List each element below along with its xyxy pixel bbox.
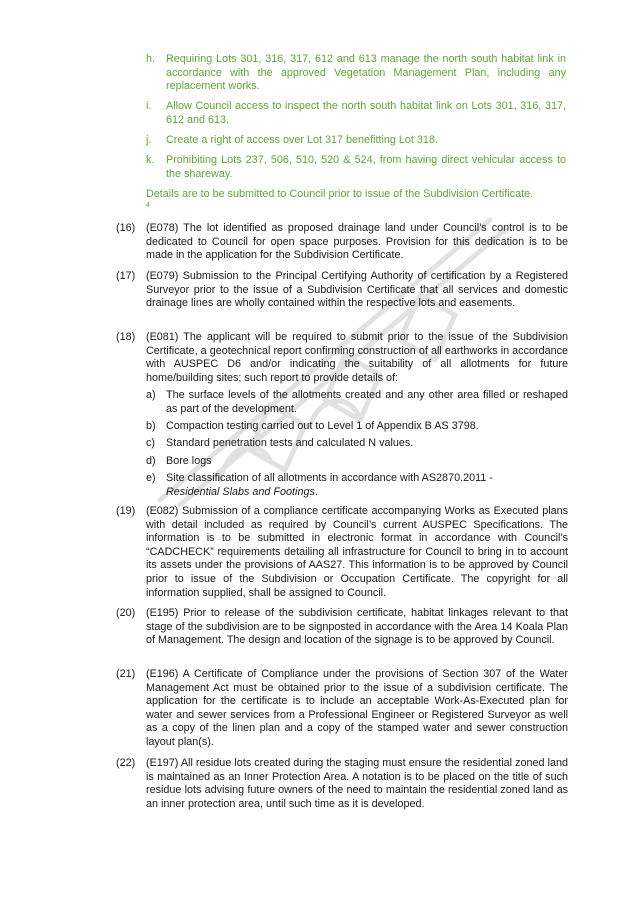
condition-text: (E195) Prior to release of the subdivision certificate, habitat linkages relevant to that stage of the subdivision are to be signposted in accordance with the Area 14 Koala Plan of Management. The design and location of the signage is to be approved by Council.	[146, 607, 568, 647]
sub-item-label: b)	[146, 420, 156, 432]
condition-number: (22)	[116, 757, 136, 769]
green-marker: 4	[146, 202, 150, 209]
condition-text: (E082) Submission of a compliance certificate accompanying Works as Executed plans with detail included as required by Council’s current AUSPEC Specifications. The information is to be submitted in electronic format in accordance with Council’s “CADCHECK” requirements detailing all infrastructure for Council to bring in to account its assets under the provisions of AAS27. This information is to be approved by Council prior to issue of the Subdivision or Occupation Certificate. The copyright for all information supplied, shall be assigned to Council.	[146, 505, 568, 599]
sub-item-label: a)	[146, 389, 156, 401]
sub-item-label: c)	[146, 437, 155, 449]
sub-item-text-wrap	[166, 472, 568, 499]
condition-number: (21)	[116, 668, 136, 680]
sub-item-label: e)	[146, 472, 156, 484]
green-item-label: h.	[146, 53, 156, 65]
condition-text: (E196) A Certificate of Compliance under the provisions of Section 307 of the Water Management Act must be obtained prior to the issue of a subdivision certificate. The application for the certificate is to include an acceptable Work-As-Executed plan for water and sewer services from a Professional Engineer or Registered Surveyor as well as a copy of the linen plan and a copy of the stamped water and sewer construction layout plan(s).	[146, 668, 568, 748]
sub-item-text: Bore logs	[166, 455, 212, 467]
condition-number: (17)	[116, 270, 136, 282]
sub-item-text: The surface levels of the allotments created and any other area filled or reshaped as part of the development.	[166, 389, 568, 415]
sub-item-tail: .	[314, 485, 318, 498]
condition-text: (E081) The applicant will be required to submit prior to the issue of the Subdivision Certificate, a geotechnical report confirming construction of all earthworks in accordance with AUSPEC D6 and/or indicating the suitability of all allotments for future home/building sites; such report to provide details of:	[146, 331, 568, 384]
sub-item-text: Compaction testing carried out to Level 1 of Appendix B AS 3798.	[166, 420, 479, 432]
condition-text: (E078) The lot identified as proposed drainage land under Council’s control is to be dedicated to Council for open space purposes. Provision for this dedication is to be made in the application for the Subdivision Certificate.	[146, 222, 568, 262]
green-note: Details are to be submitted to Council prior to issue of the Subdivision Certificate.	[146, 188, 534, 200]
sub-item-label: d)	[146, 455, 156, 467]
condition-number: (18)	[116, 331, 136, 343]
green-item-text: Prohibiting Lots 237, 506, 510, 520 & 524, from having direct vehicular access to the shareway.	[166, 154, 566, 180]
green-item-text: Allow Council access to inspect the north south habitat link on Lots 301, 316, 317, 612 and 613.	[166, 100, 566, 126]
green-item-label: k.	[146, 154, 155, 166]
sub-item-text: Standard penetration tests and calculated N values.	[166, 437, 414, 449]
condition-number: (20)	[116, 607, 136, 619]
sub-item-italic-title: Residential Slabs and Footings	[166, 485, 315, 498]
sub-item-text: Site classification of all allotments in accordance with AS2870.2011 -	[166, 472, 493, 484]
condition-number: (19)	[116, 505, 136, 517]
condition-text: (E079) Submission to the Principal Certifying Authority of certification by a Registered Surveyor prior to the issue of a Subdivision Certificate that all services and domestic drainage lines are wholly contained within the respective lots and easements.	[146, 270, 568, 310]
green-item-text: Create a right of access over Lot 317 benefitting Lot 318.	[166, 134, 438, 146]
green-item-text: Requiring Lots 301, 316, 317, 612 and 613 manage the north south habitat link in accordance with the approved Vegetation Management Plan, including any replacement works.	[166, 53, 566, 93]
green-item-label: i.	[146, 100, 152, 112]
condition-number: (16)	[116, 222, 136, 234]
condition-text: (E197) All residue lots created during the staging must ensure the residential zoned land is maintained as an Inner Protection Area. A notation is to be placed on the title of such residue lots advising future owners of the need to maintain the residential zoned land as an inner protection area, until such time as it is developed.	[146, 757, 568, 810]
green-item-label: j.	[146, 134, 152, 146]
